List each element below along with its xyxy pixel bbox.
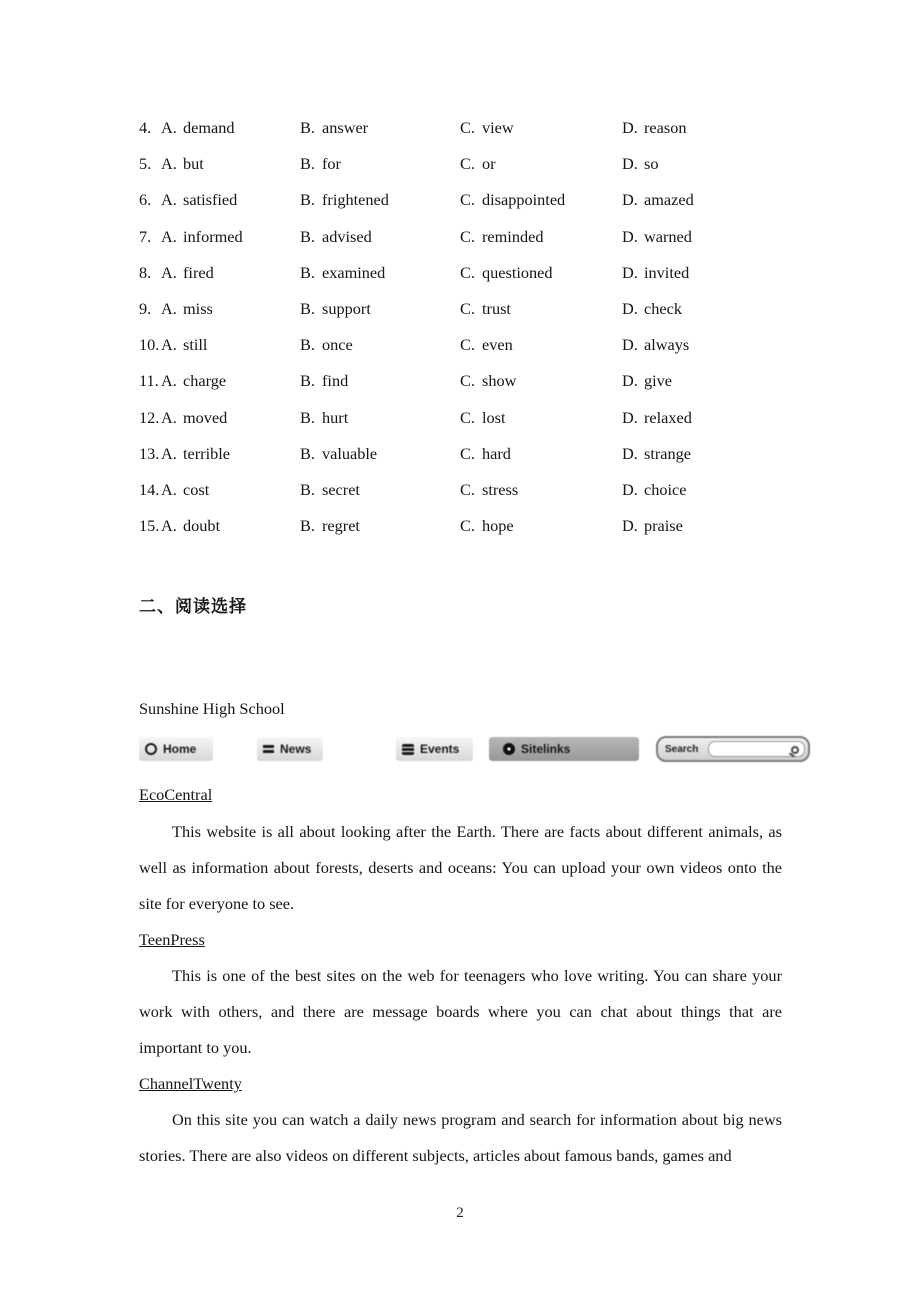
sitelinks-icon — [503, 743, 515, 755]
option-letter: B. — [300, 335, 315, 355]
nav-home-label: Home — [163, 742, 197, 757]
option-letter: C. — [460, 154, 475, 174]
option-cell-a — [139, 436, 300, 472]
option-cell-a — [139, 255, 300, 291]
option-word: check — [644, 299, 682, 319]
events-icon — [402, 744, 414, 755]
option-cell-a — [139, 146, 300, 182]
option-word: regret — [322, 516, 360, 536]
option-word: hope — [482, 516, 514, 536]
option-word: find — [322, 371, 349, 391]
option-letter: A. — [161, 480, 177, 500]
question-row — [139, 255, 782, 291]
option-cell-d — [622, 363, 782, 399]
option-word: so — [644, 154, 659, 174]
option-letter: D. — [622, 335, 638, 355]
option-letter: A. — [161, 335, 177, 355]
search-input[interactable] — [708, 741, 805, 757]
option-cell-b — [300, 363, 460, 399]
entry-paragraph: This is one of the best sites on the web for teenagers who love writing. You can share your work with others, and there are message boards where you can chat about things that are important to you. — [139, 965, 782, 1058]
option-letter: B. — [300, 299, 315, 319]
option-word: hurt — [322, 407, 349, 427]
question-number: 10. — [139, 335, 160, 355]
question-row — [139, 110, 782, 146]
article-title: Sunshine High School — [139, 699, 285, 719]
option-word: once — [322, 335, 353, 355]
option-word: relaxed — [644, 407, 692, 427]
option-word: informed — [183, 226, 243, 246]
option-cell-c — [460, 255, 622, 291]
option-letter: A. — [161, 443, 177, 463]
option-word: advised — [322, 226, 372, 246]
question-row — [139, 436, 782, 472]
option-word: always — [644, 335, 690, 355]
option-letter: C. — [460, 335, 475, 355]
option-cell-d — [622, 255, 782, 291]
option-cell-c — [460, 508, 622, 544]
question-row — [139, 400, 782, 436]
option-word: disappointed — [482, 190, 566, 210]
option-word: reason — [644, 118, 687, 137]
question-row — [139, 291, 782, 327]
option-word: give — [644, 371, 673, 391]
option-letter: C. — [460, 299, 475, 319]
option-letter: A. — [161, 516, 177, 536]
nav-events-label: Events — [420, 742, 460, 757]
option-cell-b — [300, 291, 460, 327]
option-cell-a — [139, 508, 300, 544]
option-cell-c — [460, 472, 622, 508]
option-letter: A. — [161, 226, 177, 246]
option-word: invited — [644, 262, 690, 282]
option-letter: C. — [460, 407, 475, 427]
option-letter: C. — [460, 480, 475, 500]
option-cell-d — [622, 436, 782, 472]
option-cell-d — [622, 291, 782, 327]
option-cell-d — [622, 472, 782, 508]
option-cell-a — [139, 291, 300, 327]
question-number: 14. — [139, 480, 160, 500]
option-letter: B. — [300, 118, 315, 137]
option-letter: D. — [622, 262, 638, 282]
option-word: for — [322, 154, 341, 174]
option-cell-c — [460, 327, 622, 363]
entry-heading-channeltwenty: ChannelTwenty — [139, 1074, 242, 1094]
option-letter: D. — [622, 118, 638, 137]
option-cell-c — [460, 363, 622, 399]
option-letter: D. — [622, 154, 638, 174]
page-content — [139, 0, 782, 1174]
option-letter: D. — [622, 516, 638, 536]
news-icon — [263, 745, 274, 748]
option-letter: A. — [161, 118, 177, 137]
option-word: reminded — [482, 226, 544, 246]
option-letter: D. — [622, 299, 638, 319]
search-label: Search — [665, 744, 699, 756]
option-cell-b — [300, 508, 460, 544]
option-word: lost — [482, 407, 506, 427]
option-cell-a — [139, 363, 300, 399]
option-word: hard — [482, 443, 511, 463]
question-number: 12. — [139, 407, 160, 427]
option-letter: D. — [622, 407, 638, 427]
option-letter: B. — [300, 516, 315, 536]
search-icon — [791, 746, 799, 754]
option-letter: D. — [622, 480, 638, 500]
option-cell-d — [622, 146, 782, 182]
home-icon — [145, 743, 157, 755]
option-letter: A. — [161, 262, 177, 282]
option-letter: C. — [460, 516, 475, 536]
option-cell-d — [622, 110, 782, 146]
option-cell-c — [460, 110, 622, 146]
question-row — [139, 363, 782, 399]
option-word: frightened — [322, 190, 389, 210]
option-word: satisfied — [183, 190, 238, 210]
option-cell-d — [622, 219, 782, 255]
option-cell-c — [460, 219, 622, 255]
option-word: cost — [183, 480, 210, 500]
option-letter: A. — [161, 154, 177, 174]
option-letter: A. — [161, 190, 177, 210]
option-letter: B. — [300, 262, 315, 282]
option-cell-a — [139, 472, 300, 508]
nav-news-button[interactable] — [257, 737, 323, 761]
option-letter: B. — [300, 480, 315, 500]
option-letter: B. — [300, 226, 315, 246]
option-cell-c — [460, 182, 622, 218]
option-letter: B. — [300, 154, 315, 174]
page-number: 2 — [456, 1205, 464, 1221]
option-word: moved — [183, 407, 228, 427]
option-word: strange — [644, 443, 692, 463]
question-number: 13. — [139, 443, 160, 463]
website-entries — [139, 777, 782, 1174]
search-box[interactable] — [656, 736, 810, 762]
question-number: 6. — [139, 190, 152, 210]
option-word: terrible — [183, 443, 231, 463]
option-word: show — [482, 371, 517, 391]
option-word: charge — [183, 371, 227, 391]
option-letter: D. — [622, 371, 638, 391]
question-number: 7. — [139, 226, 152, 246]
option-letter: D. — [622, 226, 638, 246]
option-cell-c — [460, 400, 622, 436]
option-letter: B. — [300, 371, 315, 391]
question-number: 8. — [139, 262, 152, 282]
option-word: view — [482, 118, 514, 137]
question-row — [139, 219, 782, 255]
option-letter: D. — [622, 190, 638, 210]
option-cell-d — [622, 327, 782, 363]
option-word: but — [183, 154, 204, 174]
website-navbar-image — [139, 735, 810, 763]
option-cell-b — [300, 255, 460, 291]
option-cell-a — [139, 219, 300, 255]
option-cell-d — [622, 182, 782, 218]
option-letter: C. — [460, 371, 475, 391]
question-number: 4. — [139, 118, 152, 137]
option-cell-b — [300, 219, 460, 255]
option-word: questioned — [482, 262, 553, 282]
entry-paragraph: This website is all about looking after the Earth. There are facts about different animals, as well as information about forests, deserts and oceans: You can upload your own videos onto the site for everyone to see. — [139, 821, 782, 913]
nav-sitelinks-button[interactable] — [489, 737, 639, 761]
option-cell-a — [139, 110, 300, 146]
option-cell-a — [139, 182, 300, 218]
option-cell-b — [300, 436, 460, 472]
option-cell-a — [139, 400, 300, 436]
question-row — [139, 327, 782, 363]
option-word: fired — [183, 262, 214, 282]
option-cell-b — [300, 110, 460, 146]
option-word: even — [482, 335, 513, 355]
option-cell-b — [300, 182, 460, 218]
option-cell-a — [139, 327, 300, 363]
question-number: 5. — [139, 154, 152, 174]
option-letter: A. — [161, 299, 177, 319]
nav-news-label: News — [280, 742, 312, 757]
option-letter: A. — [161, 407, 177, 427]
question-number: 11. — [139, 371, 159, 391]
option-letter: C. — [460, 190, 475, 210]
question-row — [139, 508, 782, 544]
option-word: stress — [482, 480, 519, 500]
option-word: trust — [482, 299, 511, 319]
option-word: answer — [322, 118, 369, 137]
entry-paragraph: On this site you can watch a daily news program and search for information about big news stories. There are also videos on different subjects, articles about famous bands, games and — [139, 1110, 782, 1166]
option-letter: C. — [460, 443, 475, 463]
option-cell-d — [622, 400, 782, 436]
option-letter: B. — [300, 407, 315, 427]
option-word: or — [482, 154, 496, 174]
option-word: support — [322, 299, 371, 319]
option-cell-c — [460, 146, 622, 182]
option-cell-b — [300, 146, 460, 182]
question-row — [139, 472, 782, 508]
entry-heading-ecocentral: EcoCentral — [139, 785, 213, 805]
nav-sitelinks-label: Sitelinks — [521, 742, 571, 757]
entry-heading-teenpress: TeenPress — [139, 929, 205, 949]
option-letter: B. — [300, 190, 315, 210]
option-letter: C. — [460, 262, 475, 282]
option-word: demand — [183, 118, 235, 137]
question-number: 15. — [139, 516, 160, 536]
question-number: 9. — [139, 299, 152, 319]
option-letter: D. — [622, 443, 638, 463]
option-letter: A. — [161, 371, 177, 391]
nav-events-button[interactable] — [396, 737, 473, 761]
section-header: 二、阅读选择 — [139, 597, 247, 617]
option-letter: B. — [300, 443, 315, 463]
option-word: still — [183, 335, 208, 355]
option-cell-c — [460, 436, 622, 472]
option-cell-c — [460, 291, 622, 327]
option-letter: C. — [460, 226, 475, 246]
option-cell-b — [300, 327, 460, 363]
cloze-options-block — [139, 110, 782, 544]
option-word: warned — [644, 226, 692, 246]
option-cell-b — [300, 472, 460, 508]
question-row — [139, 182, 782, 218]
option-cell-d — [622, 508, 782, 544]
option-cell-b — [300, 400, 460, 436]
option-word: miss — [183, 299, 213, 319]
option-word: doubt — [183, 516, 221, 536]
question-row — [139, 146, 782, 182]
option-word: examined — [322, 262, 386, 282]
option-word: choice — [644, 480, 687, 500]
option-letter: C. — [460, 118, 475, 137]
option-word: secret — [322, 480, 360, 500]
nav-home-button[interactable] — [139, 737, 213, 761]
option-word: amazed — [644, 190, 694, 210]
option-word: praise — [644, 516, 683, 536]
option-word: valuable — [322, 443, 378, 463]
